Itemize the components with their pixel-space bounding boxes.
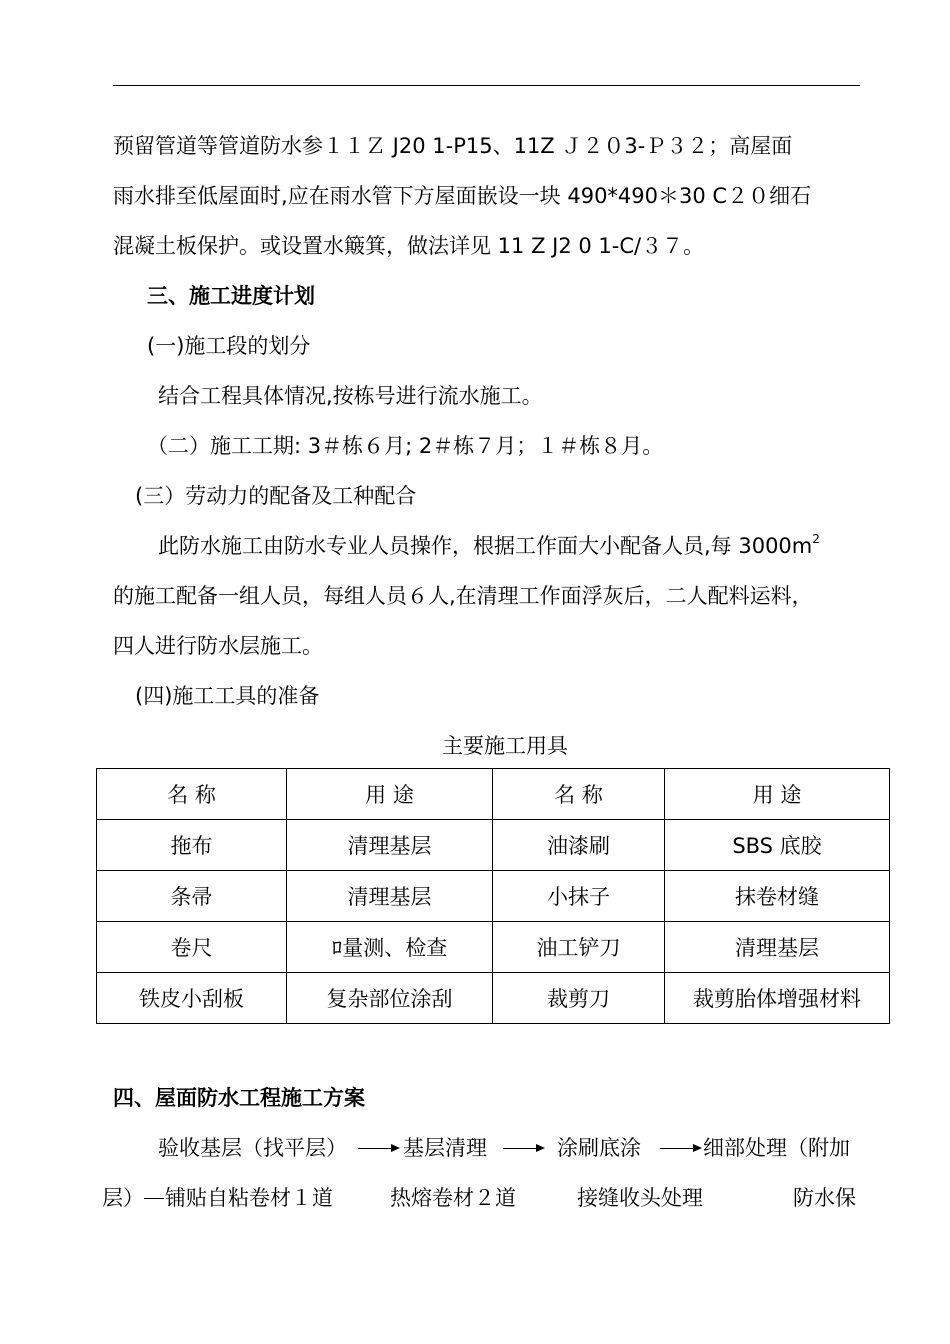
flow-step-acceptance: 验收基层（找平层） <box>158 1136 347 1160</box>
intro-line-1: 预留管道等管道防水参１１Ｚ J20 1-P15、11Z Ｊ２０3-Ｐ３２；高屋面 <box>113 134 793 158</box>
area-superscript: 2 <box>812 532 820 546</box>
table-cell: 拖布 <box>97 820 287 871</box>
flow-step-cleaning: 基层清理 <box>403 1136 487 1160</box>
flow-step-hot-melt: 热熔卷材２道 <box>390 1186 516 1210</box>
intro-line-2: 雨水排至低屋面时,应在雨水管下方屋面嵌设一块 490*490＊30 C２０细石 <box>113 184 812 208</box>
flow-step-self-adhesive: 铺贴自粘卷材１道 <box>165 1186 333 1210</box>
table-cell: 油漆刷 <box>493 820 665 871</box>
subsection-3-text-1a: 此防水施工由防水专业人员操作，根据工作面大小配备人员,每 3000m <box>158 534 813 558</box>
header-cell: 名 称 <box>493 769 665 820</box>
subsection-2-text: （二）施工工期: 3＃栋６月; 2＃栋７月；１＃栋８月。 <box>147 434 664 458</box>
subsection-1-text: 结合工程具体情况,按栋号进行流水施工。 <box>158 384 543 408</box>
flow-step-protection: 防水保 <box>793 1186 856 1210</box>
table-cell: ﾛ量测、检查 <box>287 922 493 973</box>
table-cell: 清理基层 <box>287 871 493 922</box>
subsection-3-text-3: 四人进行防水层施工。 <box>113 634 323 658</box>
flow-arrow-icon <box>144 1198 164 1199</box>
subsection-1-title: (一)施工段的划分 <box>147 334 311 358</box>
table-cell: SBS 底胶 <box>665 820 890 871</box>
table-cell: 清理基层 <box>287 820 493 871</box>
table-header-row <box>97 769 890 820</box>
flow-step-seam: 接缝收头处理 <box>577 1186 703 1210</box>
table-cell: 卷尺 <box>97 922 287 973</box>
table-row <box>97 871 890 922</box>
table-cell: 条帚 <box>97 871 287 922</box>
table-row <box>97 922 890 973</box>
table-cell: 油工铲刀 <box>493 922 665 973</box>
flow-step-details: 细部处理（附加 <box>703 1136 850 1160</box>
table-row <box>97 820 890 871</box>
tools-table <box>96 768 890 1024</box>
flow-step-primer: 涂刷底涂 <box>557 1136 641 1160</box>
section-4-title: 四、屋面防水工程施工方案 <box>113 1086 365 1110</box>
header-cell: 用 途 <box>287 769 493 820</box>
table-cell: 裁剪刀 <box>493 973 665 1024</box>
table-cell: 铁皮小刮板 <box>97 973 287 1024</box>
flow-arrow-icon <box>358 1148 398 1149</box>
table-cell: 抹卷材缝 <box>665 871 890 922</box>
flow-step-details-end: 层） <box>102 1186 144 1210</box>
header-cell: 用 途 <box>665 769 890 820</box>
table-cell: 裁剪胎体增强材料 <box>665 973 890 1024</box>
subsection-3-text-2: 的施工配备一组人员，每组人员６人,在清理工作面浮灰后，二人配料运料， <box>113 584 813 608</box>
table-cell: 清理基层 <box>665 922 890 973</box>
intro-line-3: 混凝土板保护。或设置水簸箕，做法详见 11 Z J2 0 1-C/３７。 <box>113 234 705 258</box>
header-rule <box>113 85 860 86</box>
table-row <box>97 973 890 1024</box>
subsection-3-title: (三）劳动力的配备及工种配合 <box>135 484 417 508</box>
flow-arrow-icon <box>660 1148 700 1149</box>
table-cell: 复杂部位涂刮 <box>287 973 493 1024</box>
header-cell: 名 称 <box>97 769 287 820</box>
section-3-title: 三、施工进度计划 <box>147 284 315 308</box>
table-caption: 主要施工用具 <box>442 734 568 758</box>
subsection-3-text-1 <box>158 532 820 560</box>
flow-arrow-icon <box>503 1148 543 1149</box>
subsection-4-title: (四)施工工具的准备 <box>135 684 320 708</box>
table-cell: 小抹子 <box>493 871 665 922</box>
